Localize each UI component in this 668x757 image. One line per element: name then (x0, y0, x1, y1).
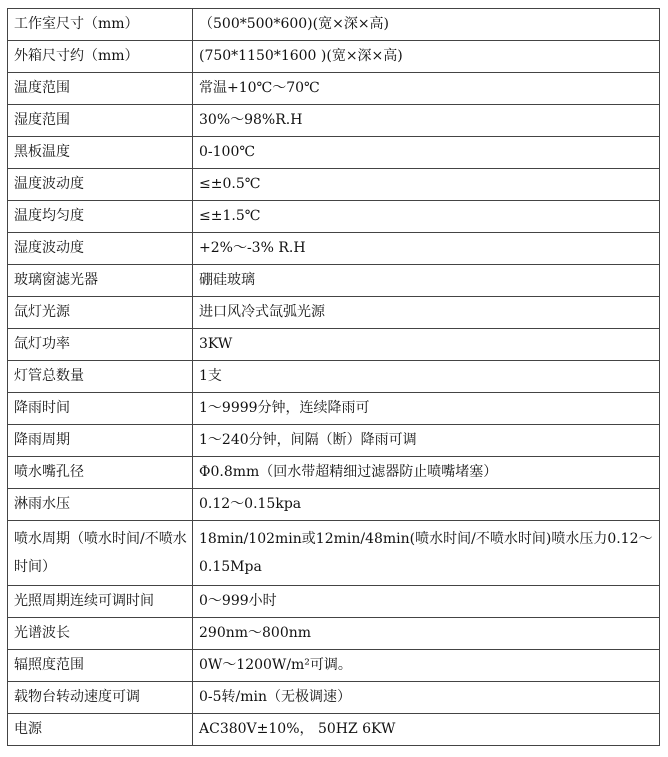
spec-label: 温度波动度 (8, 169, 193, 201)
table-row (8, 201, 660, 233)
spec-value: AC380V±10%， 50HZ 6KW (193, 714, 660, 746)
spec-label: 辐照度范围 (8, 650, 193, 682)
table-row (8, 489, 660, 521)
spec-value: 18min/102min或12min/48min(喷水时间/不喷水时间)喷水压力0.12～0.15Mpa (193, 521, 660, 586)
table-row (8, 393, 660, 425)
table-row (8, 714, 660, 746)
table-row (8, 650, 660, 682)
spec-label: 氙灯光源 (8, 297, 193, 329)
table-row (8, 586, 660, 618)
spec-label: 氙灯功率 (8, 329, 193, 361)
spec-label: 灯管总数量 (8, 361, 193, 393)
table-row (8, 265, 660, 297)
spec-label: 光谱波长 (8, 618, 193, 650)
table-row (8, 425, 660, 457)
spec-label: 工作室尺寸（mm） (8, 9, 193, 41)
table-row (8, 329, 660, 361)
spec-label: 温度均匀度 (8, 201, 193, 233)
table-row (8, 41, 660, 73)
table-row (8, 73, 660, 105)
table-row (8, 457, 660, 489)
spec-label: 黑板温度 (8, 137, 193, 169)
table-row (8, 9, 660, 41)
spec-label: 淋雨水压 (8, 489, 193, 521)
table-row (8, 233, 660, 265)
table-row (8, 618, 660, 650)
spec-value: ≤±0.5℃ (193, 169, 660, 201)
spec-label: 降雨时间 (8, 393, 193, 425)
spec-label: 外箱尺寸约（mm） (8, 41, 193, 73)
spec-value: 1～240分钟，间隔（断）降雨可调 (193, 425, 660, 457)
spec-value: 290nm～800nm (193, 618, 660, 650)
spec-label: 玻璃窗滤光器 (8, 265, 193, 297)
spec-value: 0-100℃ (193, 137, 660, 169)
spec-value: 进口风冷式氙弧光源 (193, 297, 660, 329)
spec-label: 喷水周期（喷水时间/不喷水时间） (8, 521, 193, 586)
spec-value: (750*1150*1600 )(宽×深×高) (193, 41, 660, 73)
spec-label: 湿度范围 (8, 105, 193, 137)
spec-value: 0～999小时 (193, 586, 660, 618)
spec-label: 载物台转动速度可调 (8, 682, 193, 714)
table-row (8, 682, 660, 714)
spec-label: 湿度波动度 (8, 233, 193, 265)
spec-label: 电源 (8, 714, 193, 746)
table-row (8, 137, 660, 169)
spec-value: 硼硅玻璃 (193, 265, 660, 297)
specification-table (7, 8, 660, 746)
spec-value: 0W～1200W/m²可调。 (193, 650, 660, 682)
spec-value: Φ0.8mm（回水带超精细过滤器防止喷嘴堵塞） (193, 457, 660, 489)
spec-value: 0.12～0.15kpa (193, 489, 660, 521)
table-row (8, 105, 660, 137)
spec-value: ≤±1.5℃ (193, 201, 660, 233)
spec-value: +2%～-3% R.H (193, 233, 660, 265)
spec-value: 1支 (193, 361, 660, 393)
spec-value: 0-5转/min（无极调速） (193, 682, 660, 714)
spec-value: 1～9999分钟，连续降雨可 (193, 393, 660, 425)
table-row (8, 297, 660, 329)
spec-label: 降雨周期 (8, 425, 193, 457)
table-row (8, 521, 660, 586)
spec-value: （500*500*600)(宽×深×高) (193, 9, 660, 41)
spec-value: 常温+10℃～70℃ (193, 73, 660, 105)
spec-label: 温度范围 (8, 73, 193, 105)
table-row (8, 169, 660, 201)
spec-value: 3KW (193, 329, 660, 361)
table-row (8, 361, 660, 393)
spec-label: 光照周期连续可调时间 (8, 586, 193, 618)
spec-label: 喷水嘴孔径 (8, 457, 193, 489)
spec-value: 30%～98%R.H (193, 105, 660, 137)
